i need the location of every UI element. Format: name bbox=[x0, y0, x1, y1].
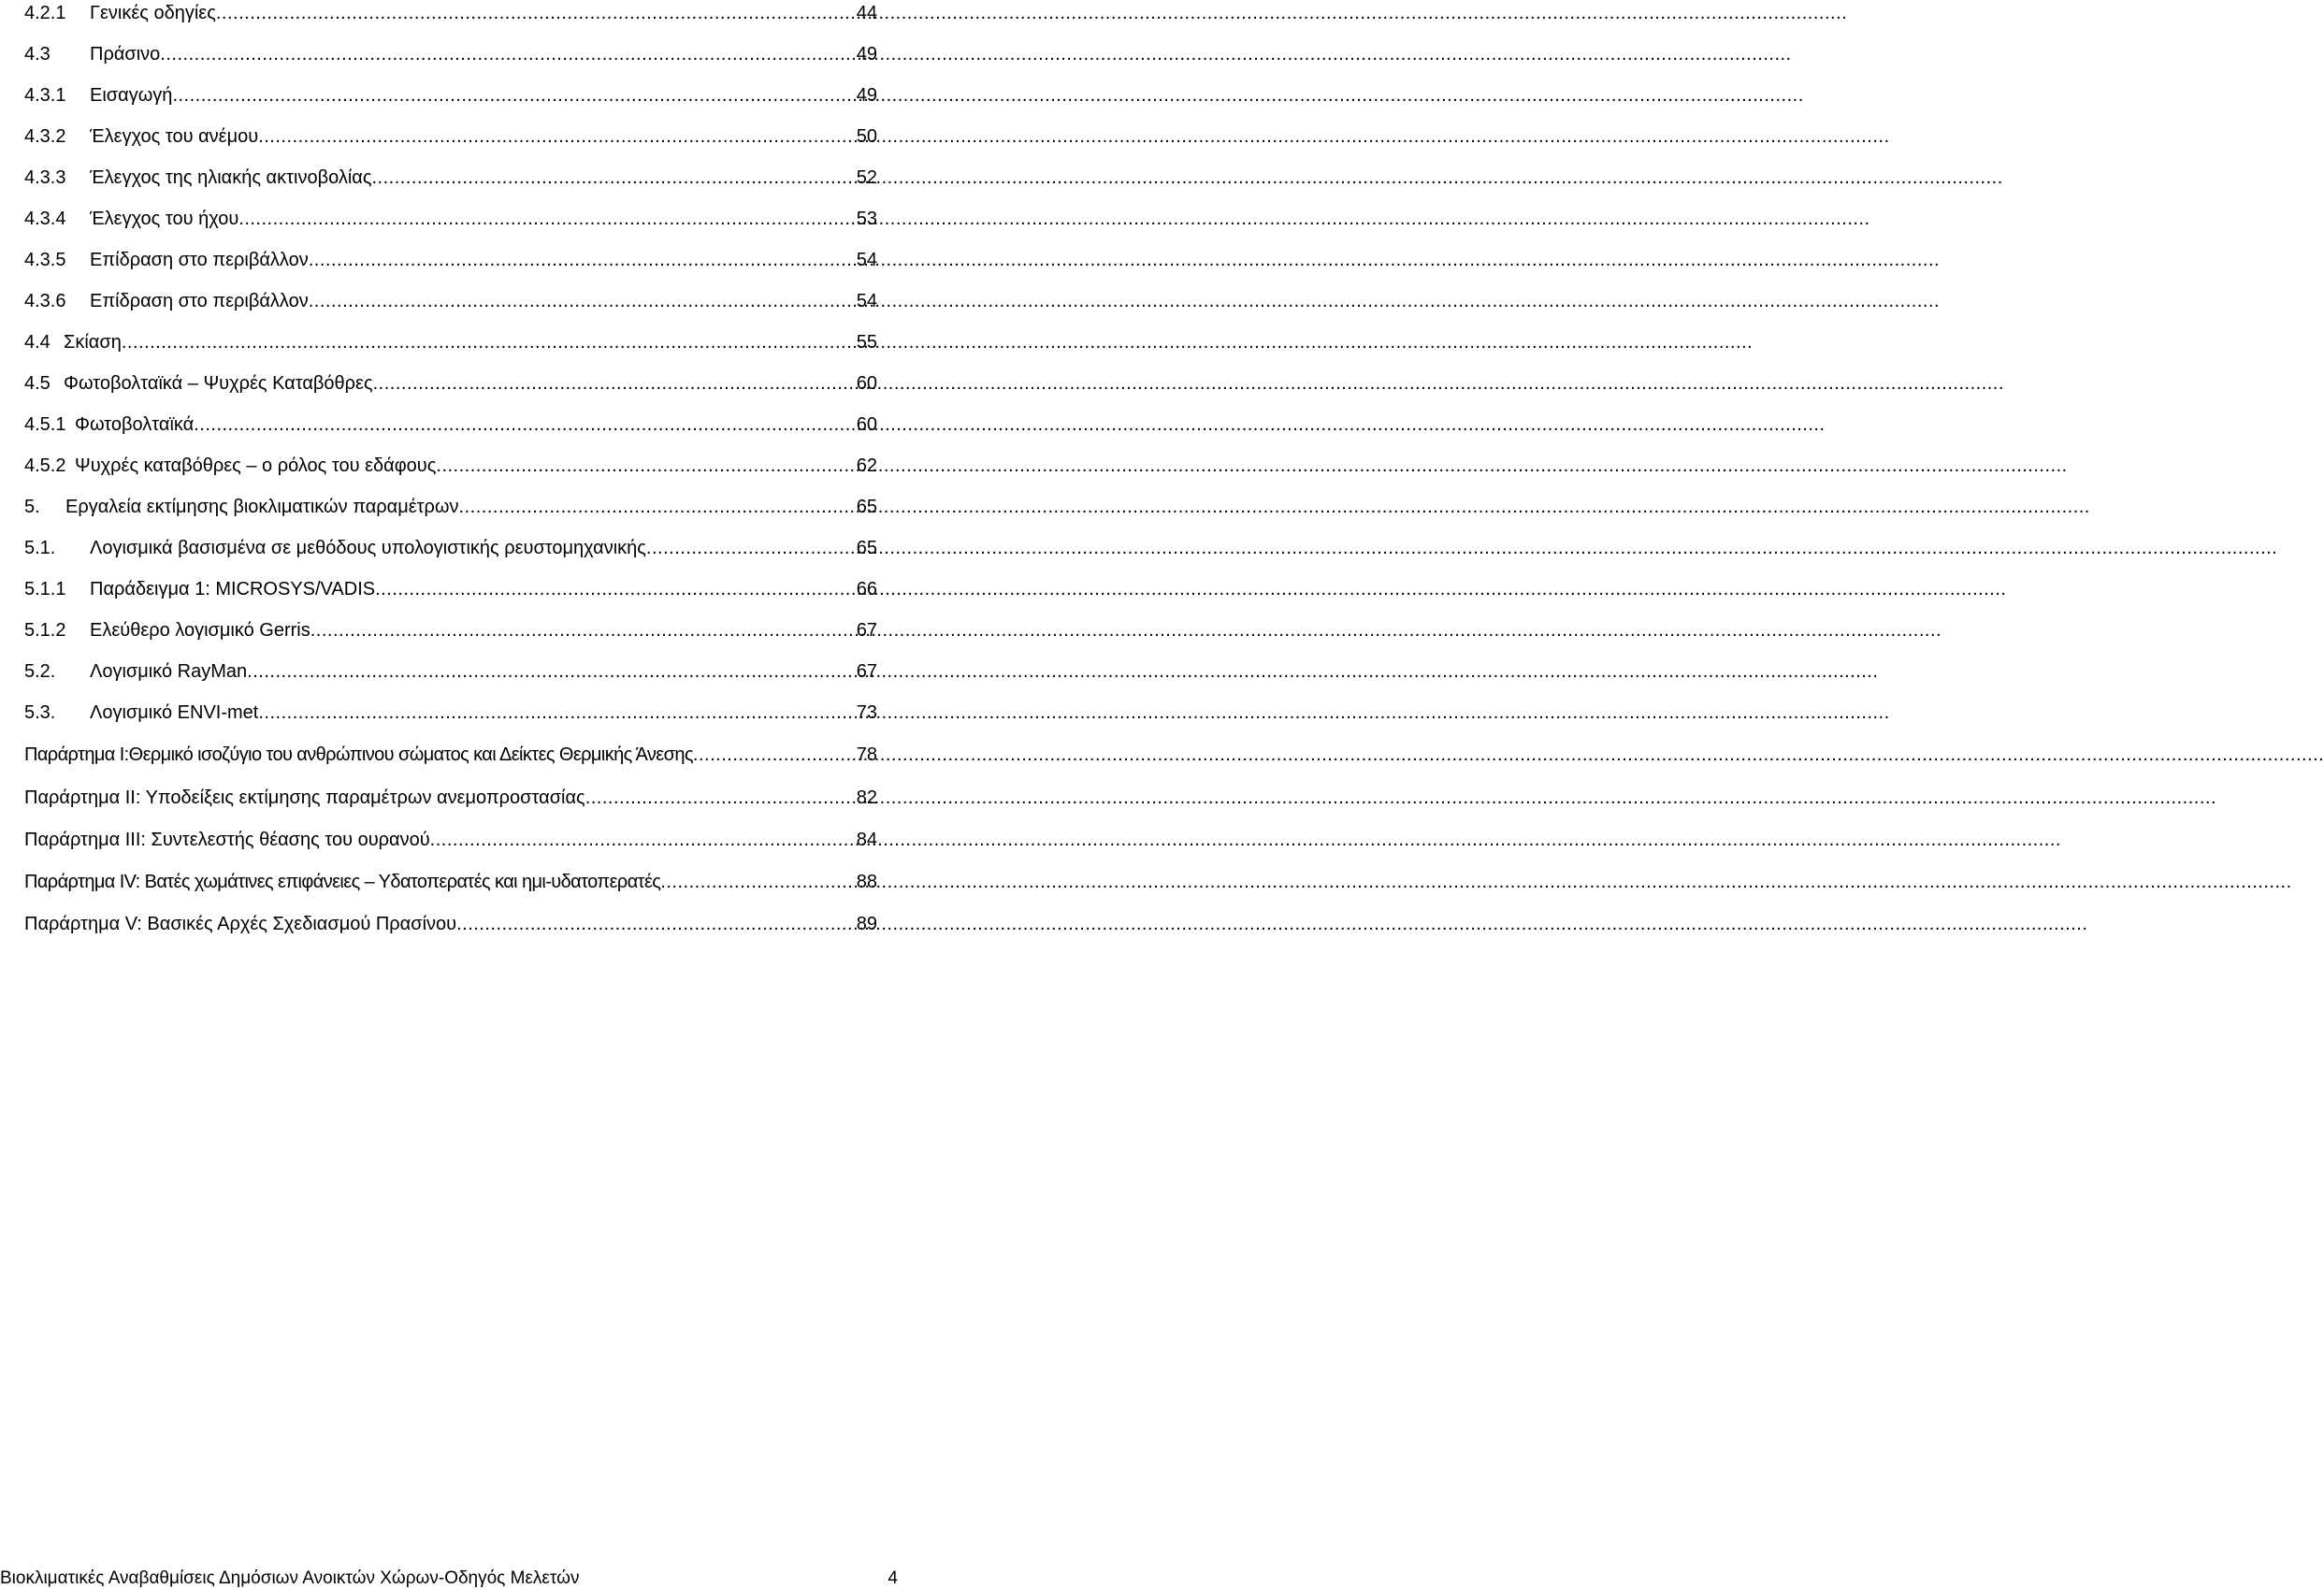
dot-leader bbox=[160, 37, 856, 71]
toc-title: Επίδραση στο περιβάλλον bbox=[90, 291, 309, 311]
toc-number: 4.5 bbox=[24, 373, 51, 394]
dot-leader bbox=[371, 161, 856, 195]
toc-entry[interactable] bbox=[24, 490, 877, 524]
toc-entry[interactable] bbox=[24, 202, 877, 236]
dot-leader bbox=[122, 325, 857, 359]
toc-number: 4.3.4 bbox=[24, 209, 66, 229]
toc-title: Εργαλεία εκτίμησης βιοκλιματικών παραμέτρων bbox=[65, 497, 459, 517]
toc-title: Έλεγχος του ανέμου bbox=[90, 126, 259, 147]
dot-leader bbox=[309, 284, 857, 318]
toc-title: Ψυχρές καταβόθρες – ο ρόλος του εδάφους bbox=[75, 455, 437, 476]
toc-title: Λογισμικά βασισμένα σε μεθόδους υπολογιστικής ρευστομηχανικής bbox=[90, 538, 646, 558]
toc-page: 54 bbox=[856, 250, 877, 270]
toc-number: 5.1. bbox=[24, 538, 56, 558]
toc-page: 65 bbox=[856, 497, 877, 517]
toc-number: 4.4 bbox=[24, 332, 51, 353]
dot-leader bbox=[310, 614, 857, 647]
toc-number: 5.2. bbox=[24, 661, 56, 682]
toc-entry[interactable] bbox=[24, 655, 877, 688]
toc-page: 49 bbox=[856, 85, 877, 106]
toc-page: 65 bbox=[856, 538, 877, 558]
toc-page: 55 bbox=[856, 332, 877, 353]
toc-number: 4.5.1 bbox=[24, 414, 66, 435]
toc-entry[interactable] bbox=[24, 738, 877, 772]
toc-number: 5.1.1 bbox=[24, 579, 66, 599]
toc-entry[interactable] bbox=[24, 0, 877, 30]
toc-title: Σκίαση bbox=[64, 332, 122, 353]
dot-leader bbox=[459, 490, 857, 524]
toc-title: Παράρτημα Ι:Θερμικό ισοζύγιο του ανθρώπινου σώματος και Δείκτες Θερμικής Άνεσης bbox=[24, 744, 693, 765]
toc-entry[interactable] bbox=[24, 408, 877, 441]
dot-leader bbox=[258, 696, 856, 729]
toc-entry[interactable] bbox=[24, 120, 877, 153]
toc-page: 78 bbox=[856, 744, 877, 765]
toc-title: Λογισμικό ENVI-met bbox=[90, 702, 259, 723]
toc-title: Έλεγχος της ηλιακής ακτινοβολίας bbox=[90, 167, 372, 188]
toc-page: 88 bbox=[856, 872, 877, 892]
toc-title: Έλεγχος του ήχου bbox=[90, 209, 239, 229]
toc-title: Παράρτημα ΙΙ: Υποδείξεις εκτίμησης παραμέτρων ανεμοπροστασίας bbox=[24, 787, 585, 808]
toc-page: 49 bbox=[856, 44, 877, 65]
toc-entry[interactable] bbox=[24, 284, 877, 318]
toc-number: 4.3 bbox=[24, 44, 51, 65]
toc-page: 67 bbox=[856, 620, 877, 641]
toc-number: 5.3. bbox=[24, 702, 56, 723]
toc-number: 4.3.2 bbox=[24, 126, 66, 147]
toc-entry[interactable] bbox=[24, 37, 877, 71]
dot-leader bbox=[585, 781, 857, 815]
dot-leader bbox=[238, 202, 856, 236]
dot-leader bbox=[375, 572, 857, 606]
toc-page: 84 bbox=[856, 830, 877, 850]
toc-number: 4.3.3 bbox=[24, 167, 66, 188]
dot-leader bbox=[456, 907, 857, 941]
footer-text: Βιοκλιματικές Αναβαθμίσεις Δημόσιων Ανοικτών Χώρων-Οδηγός Μελετών bbox=[0, 1568, 580, 1588]
toc-entry[interactable] bbox=[24, 325, 877, 359]
toc-page: 73 bbox=[856, 702, 877, 723]
toc-page: 44 bbox=[856, 3, 877, 23]
toc-page: 52 bbox=[856, 167, 877, 188]
toc-title: Εισαγωγή bbox=[90, 85, 173, 106]
toc-entry[interactable] bbox=[24, 161, 877, 195]
toc-entry[interactable] bbox=[24, 572, 877, 606]
toc-title: Λογισμικό RayMan bbox=[90, 661, 248, 682]
toc-title: Γενικές οδηγίες bbox=[90, 3, 216, 23]
dot-leader bbox=[660, 865, 856, 899]
toc-title: Παράρτημα V: Βασικές Αρχές Σχεδιασμού Πρασίνου bbox=[24, 914, 457, 934]
toc-title: Φωτοβολταϊκά bbox=[75, 414, 195, 435]
dot-leader bbox=[646, 531, 857, 565]
toc-title: Ελεύθερο λογισμικό Gerris bbox=[90, 620, 310, 641]
toc-entry[interactable] bbox=[24, 79, 877, 112]
toc-entry[interactable] bbox=[24, 696, 877, 729]
toc-entry[interactable] bbox=[24, 823, 877, 857]
toc-title: Πράσινο bbox=[90, 44, 161, 65]
toc-page: 82 bbox=[856, 787, 877, 808]
dot-leader bbox=[693, 738, 857, 772]
dot-leader bbox=[172, 79, 856, 112]
dot-leader bbox=[373, 367, 857, 400]
dot-leader bbox=[258, 120, 857, 153]
toc-page: 60 bbox=[856, 414, 877, 435]
toc-title: Παράρτημα IV: Βατές χωμάτινες επιφάνειες – Υδατοπερατές και ημι-υδατοπερατές bbox=[24, 872, 661, 892]
dot-leader bbox=[247, 655, 857, 688]
toc-page: 67 bbox=[856, 661, 877, 682]
dot-leader bbox=[216, 0, 857, 30]
toc-entry[interactable] bbox=[24, 367, 877, 400]
toc-page: 66 bbox=[856, 579, 877, 599]
toc-number: 4.2.1 bbox=[24, 3, 66, 23]
toc-title: Επίδραση στο περιβάλλον bbox=[90, 250, 309, 270]
dot-leader bbox=[430, 823, 857, 857]
toc-entry[interactable] bbox=[24, 907, 877, 941]
dot-leader bbox=[436, 449, 856, 483]
toc-page: 50 bbox=[856, 126, 877, 147]
toc-entry[interactable] bbox=[24, 449, 877, 483]
toc-entry[interactable] bbox=[24, 243, 877, 277]
toc-number: 4.3.1 bbox=[24, 85, 66, 106]
toc-entry[interactable] bbox=[24, 781, 877, 815]
toc-page: 62 bbox=[856, 455, 877, 476]
toc-entry[interactable] bbox=[24, 865, 877, 899]
dot-leader bbox=[194, 408, 857, 441]
toc-number: 4.3.6 bbox=[24, 291, 66, 311]
page-number: 4 bbox=[888, 1568, 898, 1588]
toc-number: 4.5.2 bbox=[24, 455, 66, 476]
toc-page: 60 bbox=[856, 373, 877, 394]
toc-number: 5. bbox=[24, 497, 40, 517]
toc-entry[interactable] bbox=[24, 531, 877, 565]
dot-leader bbox=[309, 243, 857, 277]
toc-title: Φωτοβολταϊκά – Ψυχρές Καταβόθρες bbox=[64, 373, 373, 394]
toc-entry[interactable] bbox=[24, 614, 877, 647]
toc-page: 53 bbox=[856, 209, 877, 229]
toc-number: 5.1.2 bbox=[24, 620, 66, 641]
toc-page: 89 bbox=[856, 914, 877, 934]
page-footer bbox=[0, 1569, 898, 1588]
toc-page: 54 bbox=[856, 291, 877, 311]
toc-title: Παράρτημα ΙΙΙ: Συντελεστής θέασης του ουρανού bbox=[24, 830, 430, 850]
toc-number: 4.3.5 bbox=[24, 250, 66, 270]
toc-title: Παράδειγμα 1: MICROSYS/VADIS bbox=[90, 579, 376, 599]
